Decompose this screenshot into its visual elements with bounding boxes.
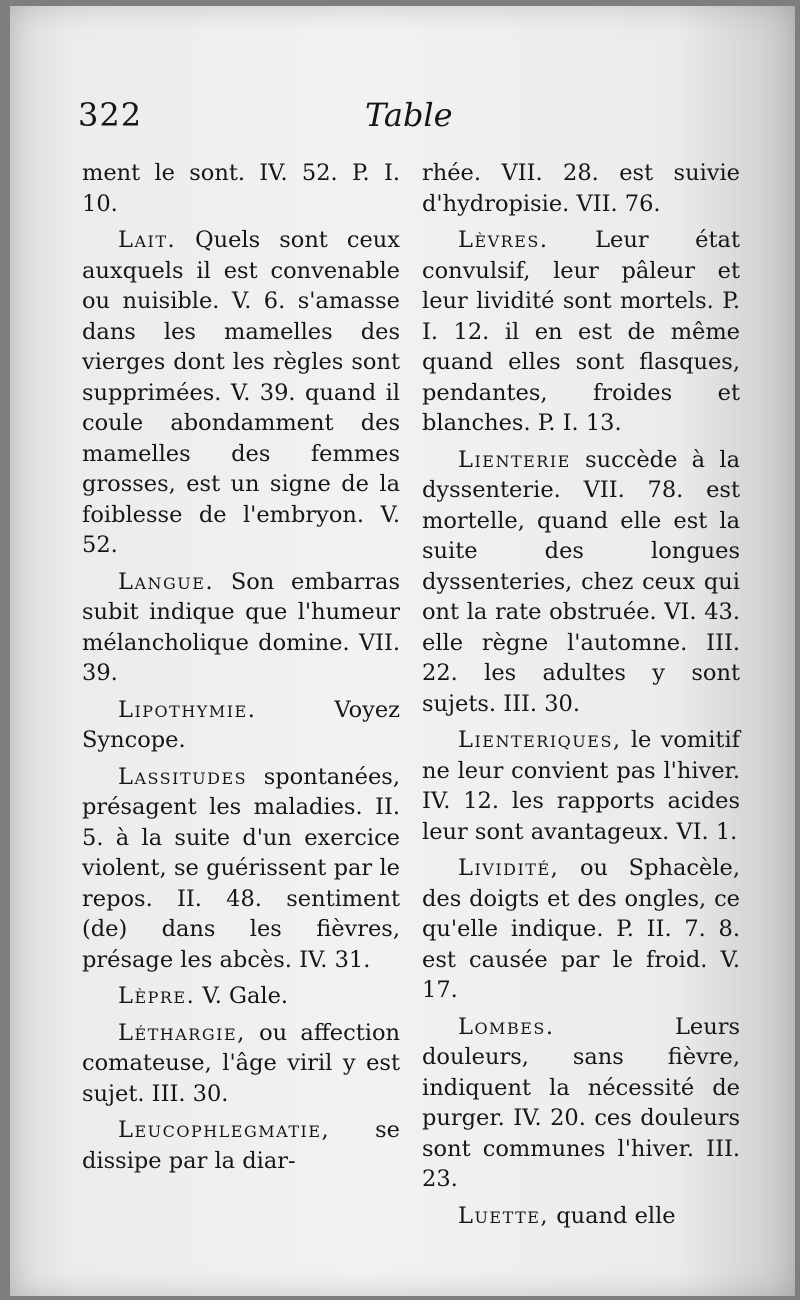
index-entry	[82, 225, 400, 561]
index-entry	[82, 981, 400, 1012]
index-entry	[82, 762, 400, 976]
entry-text: Quels sont ceux auxquels il est convenable ou nuisible. V. 6. s'amasse dans les mamelles des vierges dont les règles sont supprimées. V. 39. quand il coule abondamment des mamelles des femmes grosses, est un signe de la foiblesse de l'embryon. V. 52.	[82, 227, 400, 558]
entry-headword: Lèpre.	[118, 983, 196, 1009]
entry-text: ment le sont. IV. 52. P. I. 10.	[82, 160, 400, 217]
entry-headword: Leucophlegmatie,	[118, 1117, 331, 1143]
running-title: Table	[365, 96, 453, 134]
entry-text: succède à la dyssenterie. VII. 78. est mortelle, quand elle est la suite des longues dyssenteries, chez ceux qui ont la rate obstruée. VI. 43. elle règne l'automne. III. 22. les adultes y sont sujets. III. 30.	[422, 446, 740, 717]
entry-headword: Langue.	[118, 568, 215, 595]
entry-text: Leur état convulsif, leur pâleur et leur lividité sont mortels. P. I. 12. il en est de même quand elles sont flasques, pendantes, froides et blanches. P. I. 13.	[422, 227, 740, 436]
entry-text: Leurs douleurs, sans fièvre, indiquent la nécessité de purger. IV. 20. ces douleurs sont communes l'hiver. III. 23.	[422, 1013, 740, 1192]
index-entry	[422, 1012, 740, 1195]
entry-text: le vomitif ne leur convient pas l'hiver. IV. 12. les rapports acides leur sont avantageux. VI. 1.	[422, 727, 740, 845]
entry-headword: Lipothymie.	[118, 696, 257, 723]
index-entry	[422, 725, 740, 847]
entry-headword: Lombes.	[458, 1013, 555, 1040]
entry-headword: Lèvres.	[458, 227, 549, 253]
index-entry	[82, 1018, 400, 1110]
left-column	[82, 158, 400, 1182]
entry-headword: Lait.	[118, 227, 177, 253]
entry-text: ou Sphacèle, des doigts et des ongles, ce qu'elle indique. P. II. 7. 8. est causée par le froid. V. 17.	[422, 855, 740, 1003]
entry-text: se dissipe par la diar-	[82, 1117, 400, 1174]
entry-text: spontanées, présagent les maladies. II. 5. à la suite d'un exercice violent, se guérissent par le repos. II. 48. sentiment (de) dans les fièvres, présage les abcès. IV. 31.	[82, 763, 400, 973]
index-entry	[82, 695, 400, 756]
index-entry	[422, 853, 740, 1006]
entry-text: rhée. VII. 28. est suivie d'hydropisie. VII. 76.	[422, 160, 740, 217]
entry-headword: Léthargie,	[118, 1019, 246, 1046]
entry-text: ou affection comateuse, l'âge viril y est sujet. III. 30.	[82, 1019, 400, 1107]
entry-text: V. Gale.	[195, 983, 289, 1009]
book-page	[10, 6, 795, 1296]
index-entry	[422, 445, 740, 720]
entry-headword: Lienterie	[458, 446, 571, 473]
entry-headword: Lividité,	[458, 855, 560, 881]
entry-text: Son embarras subit indique que l'humeur mélancholique domine. VII. 39.	[82, 568, 400, 686]
right-column	[422, 158, 740, 1237]
entry-headword: Luette,	[458, 1202, 550, 1229]
index-entry	[82, 1115, 400, 1176]
index-entry	[82, 567, 400, 689]
index-entry	[422, 158, 740, 219]
entry-headword: Lienteriques,	[458, 727, 622, 753]
entry-text: Voyez Syncope.	[82, 696, 400, 753]
index-entry	[422, 225, 740, 439]
entry-text: quand elle	[549, 1202, 676, 1229]
index-entry	[82, 158, 400, 219]
page-number: 322	[78, 96, 143, 134]
entry-headword: Lassitudes	[118, 763, 248, 790]
page-header	[10, 96, 795, 146]
index-entry	[422, 1201, 740, 1232]
